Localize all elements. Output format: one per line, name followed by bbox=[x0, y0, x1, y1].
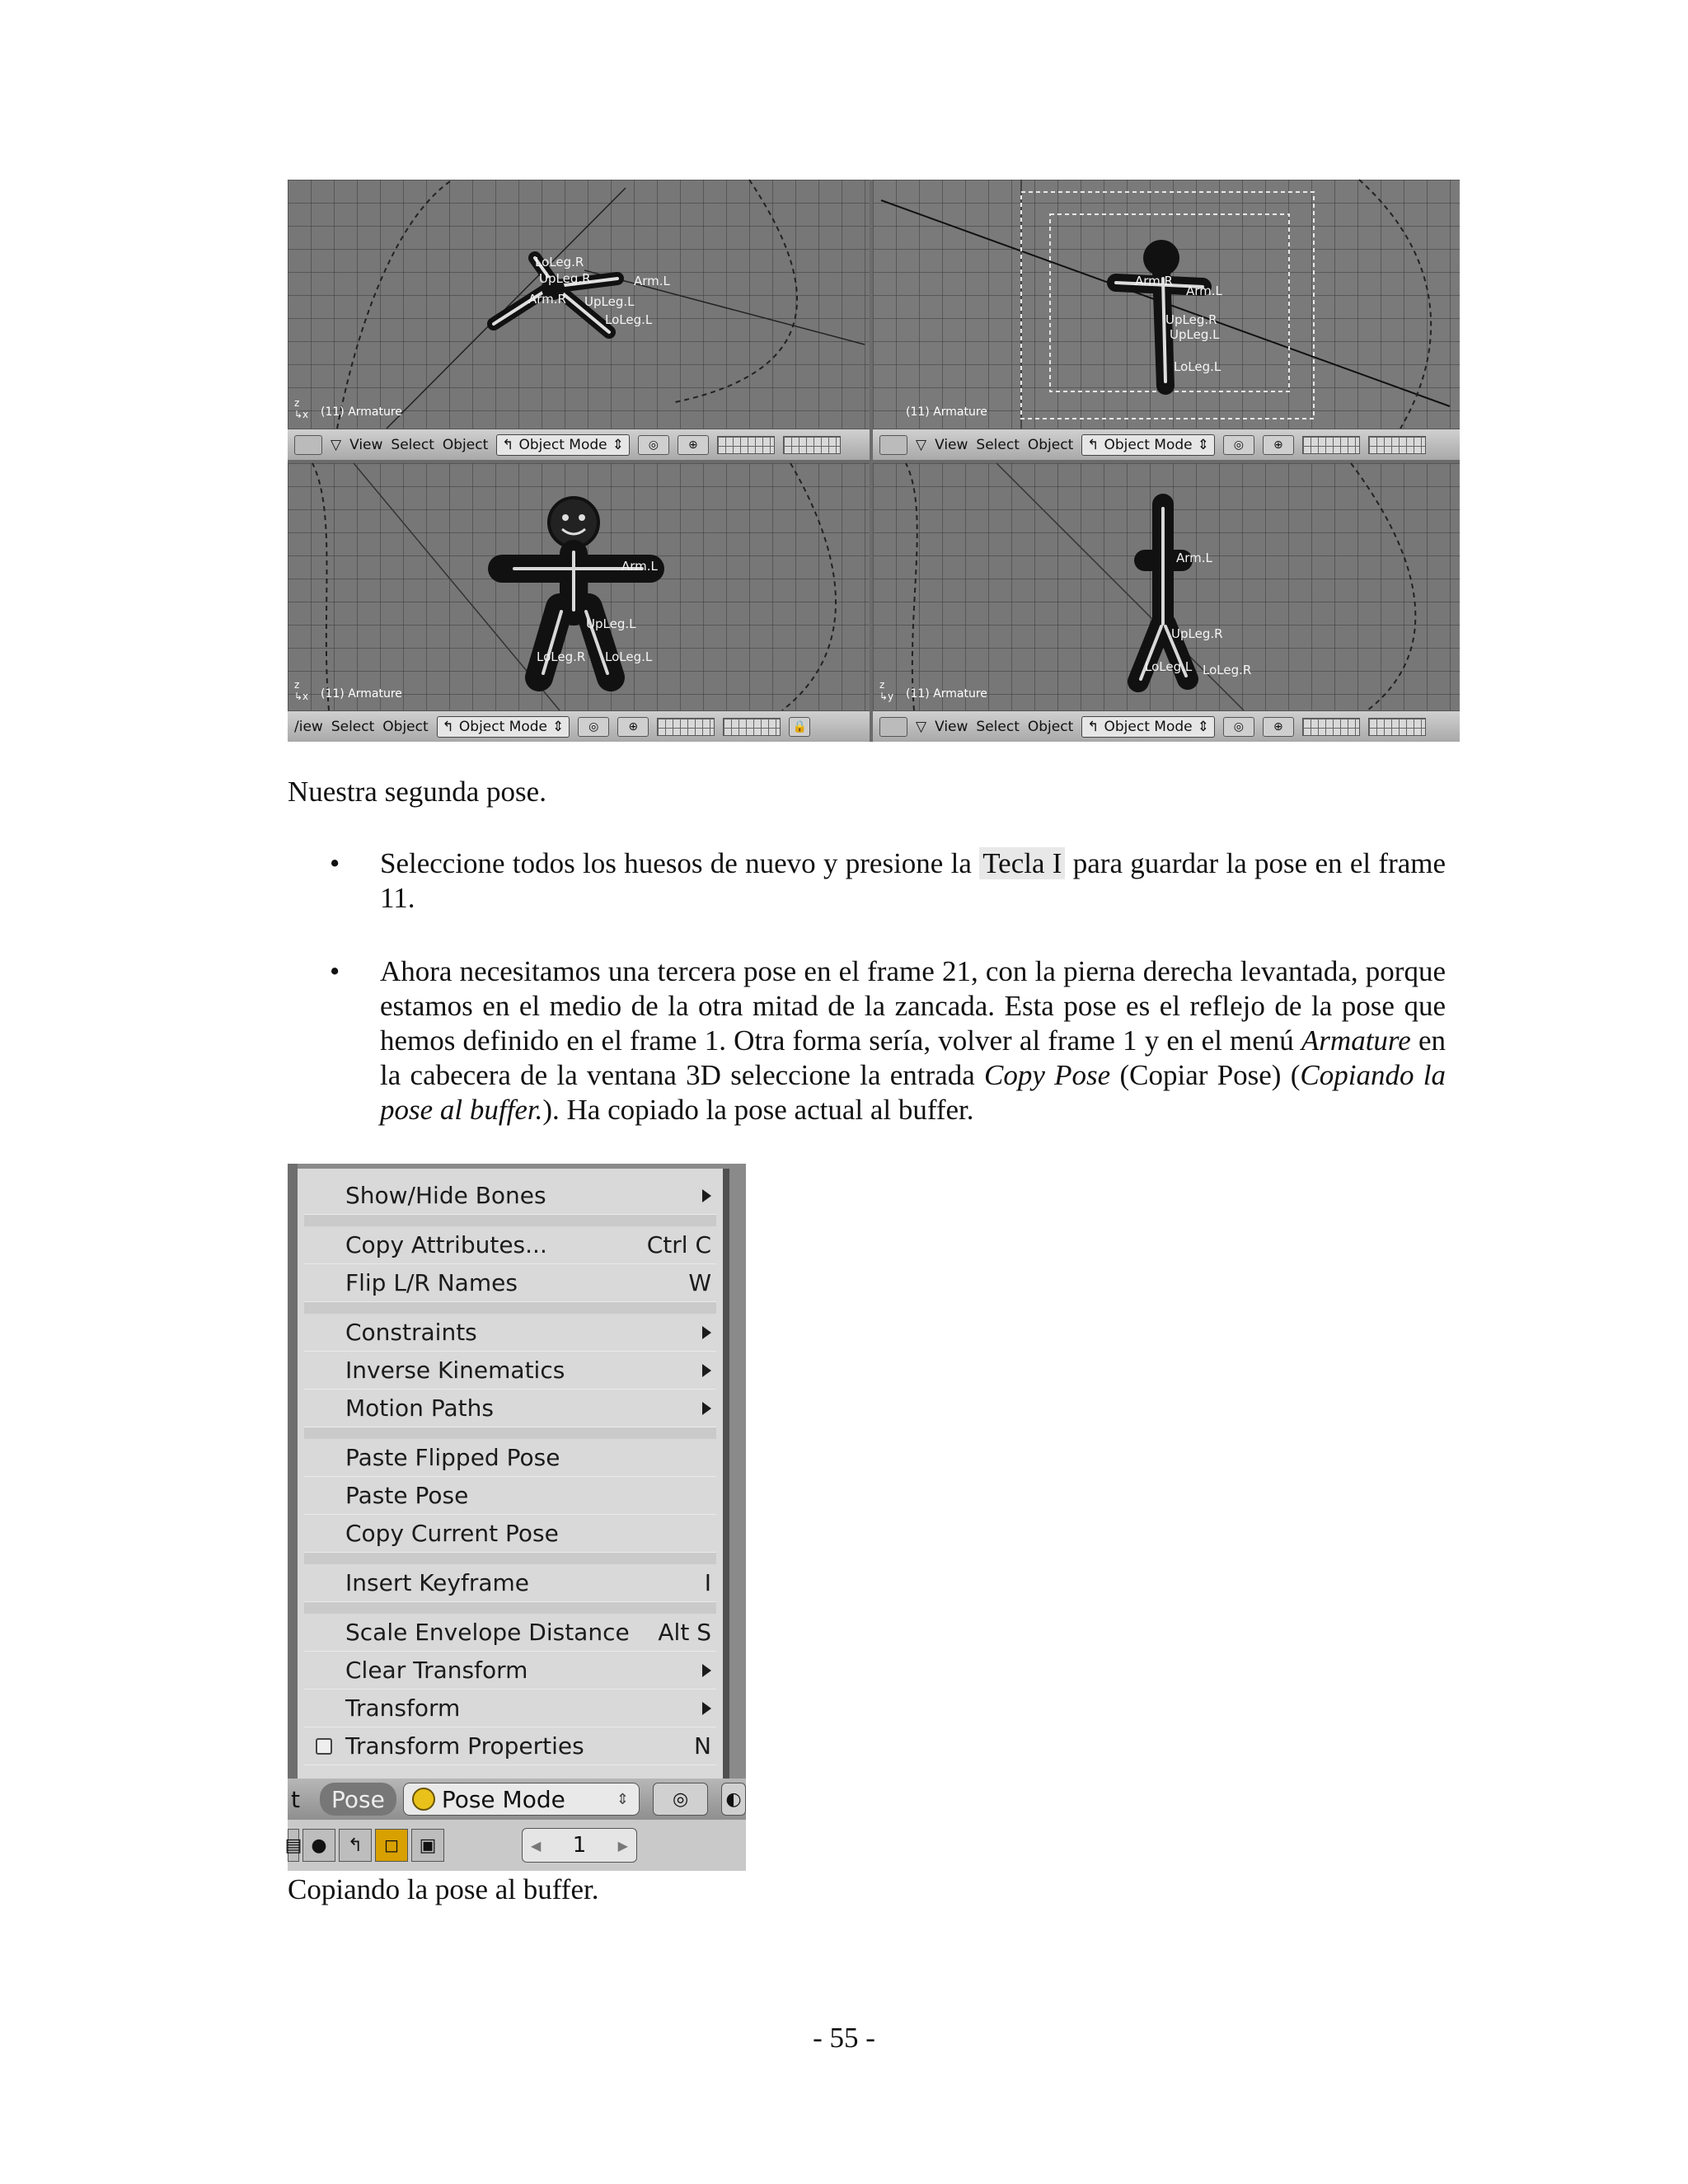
object-menu[interactable]: Object bbox=[442, 436, 489, 453]
layer-buttons[interactable] bbox=[1302, 436, 1360, 454]
bone-label: UpLeg.R bbox=[1165, 312, 1217, 327]
blender-four-view-screenshot bbox=[288, 180, 1460, 742]
bullet-icon: • bbox=[330, 847, 340, 879]
layer-buttons[interactable] bbox=[717, 436, 775, 454]
view-menu[interactable]: /iew bbox=[294, 718, 323, 735]
menu-item-copy-attributes[interactable]: Copy Attributes... Ctrl C bbox=[304, 1226, 716, 1264]
mode-dropdown[interactable]: ↰ Object Mode ⇕ bbox=[437, 716, 570, 738]
updown-icon: ⇕ bbox=[1197, 718, 1209, 735]
menu-item-constraints[interactable]: Constraints bbox=[304, 1314, 716, 1352]
viewport-header bbox=[288, 1779, 746, 1820]
panel-icon[interactable]: ▤ bbox=[288, 1829, 299, 1862]
bone-label: LoLeg.R bbox=[537, 649, 586, 664]
lock-icon[interactable]: 🔒 bbox=[789, 717, 810, 737]
bone-label: LoLeg.R bbox=[535, 255, 584, 269]
viewport-bottom-right bbox=[873, 463, 1460, 742]
menu-item-copy-current-pose[interactable]: Copy Current Pose bbox=[304, 1515, 716, 1553]
submenu-arrow-icon bbox=[702, 1664, 711, 1677]
bullet-text: Ahora necesitamos una tercera pose en el frame 21, con la pierna derecha levantada, porque estamos en el medio de la otra mitad de la zancada. Esta pose es el reflejo de la pose que hemos definido en el frame 1. Otra forma sería, volver al frame 1 y en el menú Armature en la cabecera de la ventana 3D seleccione la entrada Copy Pose (Copiar Pose) (Copiando la pose al buffer.). Ha copiado la pose actual al buffer. bbox=[380, 955, 1446, 1126]
menu-separator bbox=[304, 1302, 716, 1314]
armature-icon: ↰ bbox=[1087, 436, 1100, 453]
shading-button[interactable]: ◎ bbox=[578, 717, 609, 737]
bullet-icon: • bbox=[330, 955, 340, 987]
select-menu[interactable]: Select bbox=[331, 718, 375, 735]
submenu-arrow-icon bbox=[702, 1702, 711, 1715]
axis-gizmo-icon: z ↳x bbox=[294, 679, 309, 702]
view-menu[interactable]: View bbox=[935, 436, 968, 453]
increment-arrow-icon[interactable]: ▶ bbox=[617, 1837, 628, 1854]
submenu-arrow-icon bbox=[702, 1189, 711, 1202]
viewport-top-right bbox=[873, 180, 1460, 460]
menu-item-insert-keyframe[interactable]: Insert Keyframe I bbox=[304, 1564, 716, 1602]
bullet-item bbox=[330, 954, 1461, 1136]
armature-icon[interactable]: ↰ bbox=[339, 1829, 372, 1862]
object-menu[interactable]: Object bbox=[1027, 436, 1074, 453]
object-label: (11) Armature bbox=[906, 405, 987, 419]
viewport-canvas[interactable] bbox=[873, 463, 1460, 710]
buttons-toolbar bbox=[284, 1820, 746, 1871]
bullet-text: Seleccione todos los huesos de nuevo y presione la Tecla I para guardar la pose en el frame 11. bbox=[380, 847, 1447, 914]
object-label: (11) Armature bbox=[906, 687, 987, 701]
bone-label: UpLeg.L bbox=[1170, 327, 1220, 342]
truncated-menu-label: t bbox=[291, 1785, 300, 1813]
collapse-triangle-icon[interactable]: ▽ bbox=[916, 436, 927, 453]
pivot-button[interactable]: ◐ bbox=[721, 1783, 746, 1816]
bone-label: LoLeg.L bbox=[605, 312, 653, 327]
bone-label: LoLeg.L bbox=[1145, 659, 1193, 674]
viewport-canvas[interactable] bbox=[288, 463, 870, 710]
bone-label: Arm.L bbox=[1176, 551, 1212, 565]
armature-icon: ↰ bbox=[1087, 718, 1100, 735]
pivot-button[interactable]: ⊕ bbox=[1263, 435, 1294, 455]
bone-label: UpLeg.L bbox=[586, 616, 636, 631]
menu-item-paste-flipped-pose[interactable]: Paste Flipped Pose bbox=[304, 1439, 716, 1477]
pose-menu-screenshot bbox=[284, 1164, 746, 1871]
shading-button[interactable]: ◎ bbox=[1223, 435, 1254, 455]
pose-mode-icon bbox=[412, 1788, 435, 1811]
select-menu[interactable]: Select bbox=[391, 436, 434, 453]
view-menu[interactable]: View bbox=[935, 718, 968, 735]
updown-icon: ⇕ bbox=[1197, 436, 1209, 453]
submenu-arrow-icon bbox=[702, 1402, 711, 1415]
menu-item-flip-names[interactable]: Flip L/R Names W bbox=[304, 1264, 716, 1302]
figure-caption: Copiando la pose al buffer. bbox=[288, 1873, 599, 1905]
layer-buttons[interactable] bbox=[723, 718, 781, 736]
shading-button[interactable]: ◎ bbox=[1223, 717, 1254, 737]
bone-label: Arm.R bbox=[528, 292, 566, 307]
menu-item-inverse-kinematics[interactable]: Inverse Kinematics bbox=[304, 1352, 716, 1390]
image-icon[interactable]: ▣ bbox=[411, 1829, 444, 1862]
mode-dropdown[interactable]: ↰ Object Mode ⇕ bbox=[496, 434, 630, 456]
layer-buttons[interactable] bbox=[1302, 718, 1360, 736]
menu-item-show-hide-bones[interactable]: Show/Hide Bones bbox=[304, 1177, 716, 1215]
menu-item-transform[interactable]: Transform bbox=[304, 1690, 716, 1727]
object-icon[interactable]: ◻ bbox=[375, 1829, 408, 1862]
bullet-item bbox=[330, 846, 1461, 921]
updown-icon: ⇕ bbox=[552, 718, 565, 735]
view-menu[interactable]: View bbox=[349, 436, 383, 453]
checkbox-icon[interactable] bbox=[316, 1738, 332, 1755]
pose-menu-button[interactable]: Pose bbox=[320, 1783, 396, 1816]
layer-buttons[interactable] bbox=[1368, 718, 1426, 736]
editor-type-icon[interactable] bbox=[879, 717, 907, 737]
menu-separator bbox=[304, 1602, 716, 1614]
collapse-triangle-icon[interactable]: ▽ bbox=[331, 436, 342, 453]
updown-icon: ⇕ bbox=[616, 1790, 629, 1808]
editor-type-icon[interactable] bbox=[879, 435, 907, 455]
bone-label: Arm.L bbox=[621, 559, 658, 574]
figure-caption: Nuestra segunda pose. bbox=[288, 776, 546, 808]
updown-icon: ⇕ bbox=[612, 436, 624, 453]
shading-button[interactable]: ◎ bbox=[653, 1783, 708, 1816]
object-menu[interactable]: Object bbox=[382, 718, 429, 735]
collapse-triangle-icon[interactable]: ▽ bbox=[916, 718, 927, 735]
pivot-button[interactable]: ⊕ bbox=[678, 435, 709, 455]
bone-label: UpLeg.R bbox=[539, 271, 591, 286]
select-menu[interactable]: Select bbox=[976, 718, 1020, 735]
material-icon[interactable]: ● bbox=[302, 1829, 335, 1862]
viewport-header bbox=[288, 429, 870, 460]
bone-label: Arm.L bbox=[634, 274, 670, 288]
viewport-header bbox=[873, 429, 1460, 460]
decrement-arrow-icon[interactable]: ◀ bbox=[531, 1837, 542, 1854]
viewport-canvas[interactable] bbox=[288, 180, 870, 429]
bone-label: LoLeg.L bbox=[605, 649, 653, 664]
menu-separator bbox=[304, 1553, 716, 1564]
bone-label: LoLeg.L bbox=[1174, 359, 1221, 374]
viewport-canvas[interactable] bbox=[873, 180, 1460, 429]
armature-icon: ↰ bbox=[442, 718, 454, 735]
page-number: - 55 - bbox=[813, 2022, 875, 2054]
bone-label: UpLeg.R bbox=[1171, 626, 1223, 641]
submenu-arrow-icon bbox=[702, 1326, 711, 1339]
bone-label: UpLeg.L bbox=[584, 294, 635, 309]
menu-item-clear-transform[interactable]: Clear Transform bbox=[304, 1652, 716, 1690]
layer-buttons[interactable] bbox=[1368, 436, 1426, 454]
frame-field[interactable]: ◀ 1 ▶ bbox=[522, 1828, 637, 1863]
object-menu[interactable]: Object bbox=[1027, 718, 1074, 735]
bone-label: Arm.R bbox=[1135, 274, 1173, 288]
viewport-header bbox=[288, 710, 870, 742]
object-label: (11) Armature bbox=[321, 405, 402, 419]
viewport-top-left bbox=[288, 180, 870, 460]
axis-gizmo-icon: z ↳y bbox=[879, 679, 894, 702]
menu-separator bbox=[304, 1427, 716, 1439]
bone-label: LoLeg.R bbox=[1203, 663, 1252, 677]
menu-item-scale-envelope-distance[interactable]: Scale Envelope Distance Alt S bbox=[304, 1614, 716, 1652]
bone-label: Arm.L bbox=[1186, 284, 1222, 298]
mode-dropdown[interactable]: ↰ Object Mode ⇕ bbox=[1081, 716, 1215, 738]
menu-separator bbox=[304, 1215, 716, 1226]
viewport-header bbox=[873, 710, 1460, 742]
axis-gizmo-icon: z ↳x bbox=[294, 397, 309, 420]
pivot-button[interactable]: ⊕ bbox=[1263, 717, 1294, 737]
shading-button[interactable]: ◎ bbox=[638, 435, 669, 455]
select-menu[interactable]: Select bbox=[976, 436, 1020, 453]
editor-type-icon[interactable] bbox=[294, 435, 322, 455]
menu-item-transform-properties[interactable]: Transform Properties N bbox=[304, 1727, 716, 1765]
pose-menu bbox=[298, 1169, 729, 1779]
submenu-arrow-icon bbox=[702, 1364, 711, 1377]
pivot-button[interactable]: ⊕ bbox=[617, 717, 649, 737]
mode-dropdown[interactable]: ↰ Object Mode ⇕ bbox=[1081, 434, 1215, 456]
key-highlight: Tecla I bbox=[979, 847, 1065, 879]
viewport-bottom-left bbox=[288, 463, 870, 742]
menu-item-motion-paths[interactable]: Motion Paths bbox=[304, 1390, 716, 1427]
mode-dropdown[interactable]: Pose Mode ⇕ bbox=[403, 1783, 640, 1816]
layer-buttons[interactable] bbox=[783, 436, 841, 454]
armature-icon: ↰ bbox=[502, 436, 514, 453]
object-label: (11) Armature bbox=[321, 687, 402, 701]
layer-buttons[interactable] bbox=[657, 718, 715, 736]
menu-item-paste-pose[interactable]: Paste Pose bbox=[304, 1477, 716, 1515]
